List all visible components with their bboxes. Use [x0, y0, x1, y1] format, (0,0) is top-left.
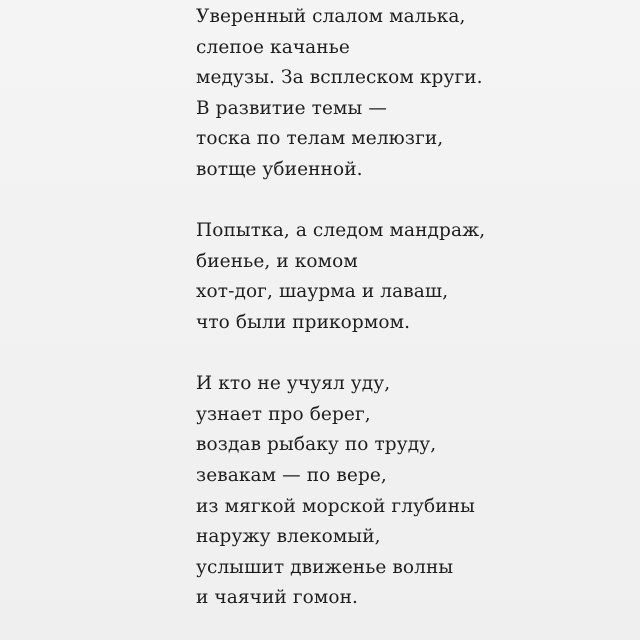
poem-line: тоска по телам мелюзги, [196, 128, 444, 150]
poem-line: слепое качанье [196, 36, 350, 58]
poem-line: что были прикормом. [196, 311, 411, 333]
poem-line: воздав рыбаку по труду, [196, 434, 437, 456]
poem-text [196, 2, 616, 614]
poem-line: вотще убиенной. [196, 158, 363, 180]
poem-line: узнает про берег, [196, 403, 371, 425]
poem-line: зевакам — по вере, [196, 464, 387, 486]
stanza-2 [196, 216, 616, 338]
poem-line: медузы. За всплеском круги. [196, 67, 483, 89]
stanza-1 [196, 2, 616, 186]
poem-line: и чаячий гомон. [196, 587, 358, 609]
poem-line: хот-дог, шаурма и лаваш, [196, 281, 449, 303]
stanza-3 [196, 369, 616, 614]
poem-line: В развитие темы — [196, 97, 387, 119]
poem-line: Попытка, а следом мандраж, [196, 220, 486, 242]
poem-line: наружу влекомый, [196, 526, 381, 548]
poem-line: И кто не учуял уду, [196, 373, 391, 395]
poem-line: Уверенный слалом малька, [196, 6, 466, 27]
poem-line: из мягкой морской глубины [196, 495, 475, 517]
poem-line: биенье, и комом [196, 250, 358, 272]
poem-line: услышит движенье волны [196, 556, 454, 578]
